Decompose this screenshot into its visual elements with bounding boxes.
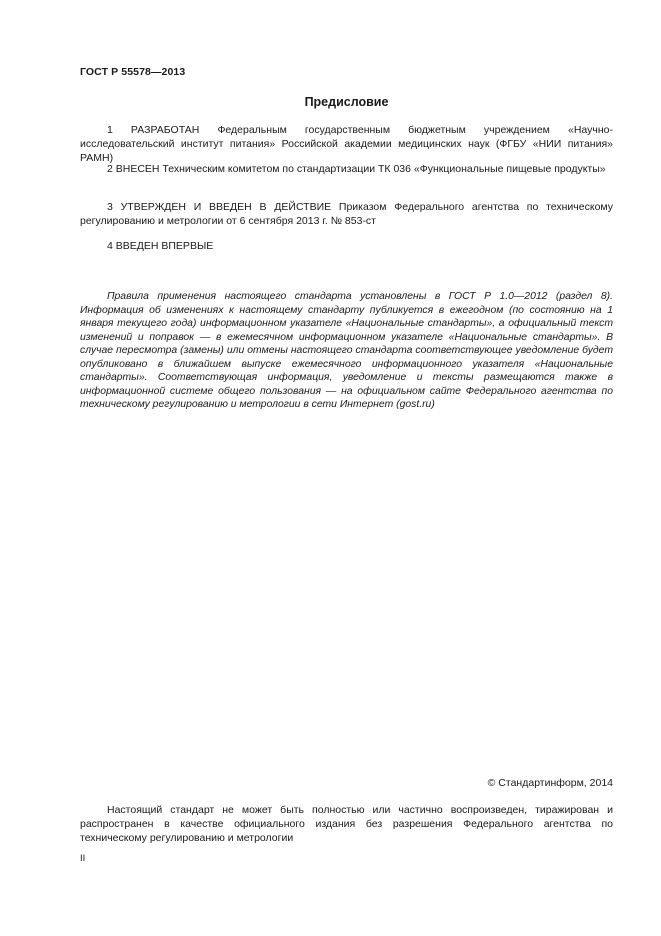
document-code-header: ГОСТ Р 55578—2013 xyxy=(80,66,186,78)
application-rules-note: Правила применения настоящего стандарта установлены в ГОСТ Р 1.0—2012 (раздел 8). Информация об изменениях к настоящему стандарту публикуется в ежегодном (по состоянию на 1 января текущего года) информационном указателе «Национальные стандарты», а официальный текст изменений и поправок — в ежемесячном информационном указателе «Национальные стандарты». В случае пересмотра (замены) или отмены настоящего стандарта соответствующее уведомление будет опубликовано в ближайшем выпуске ежемесячного информационного указателя «Национальные стандарты». Соответствующая информация, уведомление и тексты размещаются также в информационной системе общего пользования — на официальном сайте Федерального агентства по техническому регулированию и метрологии в сети Интернет (gost.ru) xyxy=(80,291,613,410)
copyright-line: © Стандартинформ, 2014 xyxy=(487,777,613,789)
paragraph-first-introduced: 4 ВВЕДЕН ВПЕРВЫЕ xyxy=(107,240,214,252)
paragraph-approved: 3 УТВЕРЖДЕН И ВВЕДЕН В ДЕЙСТВИЕ Приказом Федерального агентства по техническому регулированию и метрологии от 6 сентября 2013 г. № 853-ст xyxy=(80,201,613,227)
paragraph-developed-by: 1 РАЗРАБОТАН Федеральным государственным бюджетным учреждением «Научно-исследовательский институт питания» Российской академии медицинских наук (ФГБУ «НИИ питания» РАМН) xyxy=(80,124,613,164)
reproduction-notice: Настоящий стандарт не может быть полностью или частично воспроизведен, тиражирован и распространен в качестве официального издания без разрешения Федерального агентства по техническому регулированию и метрологии xyxy=(80,804,613,844)
page-number: II xyxy=(80,853,86,864)
section-title: Предисловие xyxy=(304,95,389,109)
paragraph-introduced-by: 2 ВНЕСЕН Техническим комитетом по стандартизации ТК 036 «Функциональные пищевые продукты» xyxy=(107,163,606,175)
